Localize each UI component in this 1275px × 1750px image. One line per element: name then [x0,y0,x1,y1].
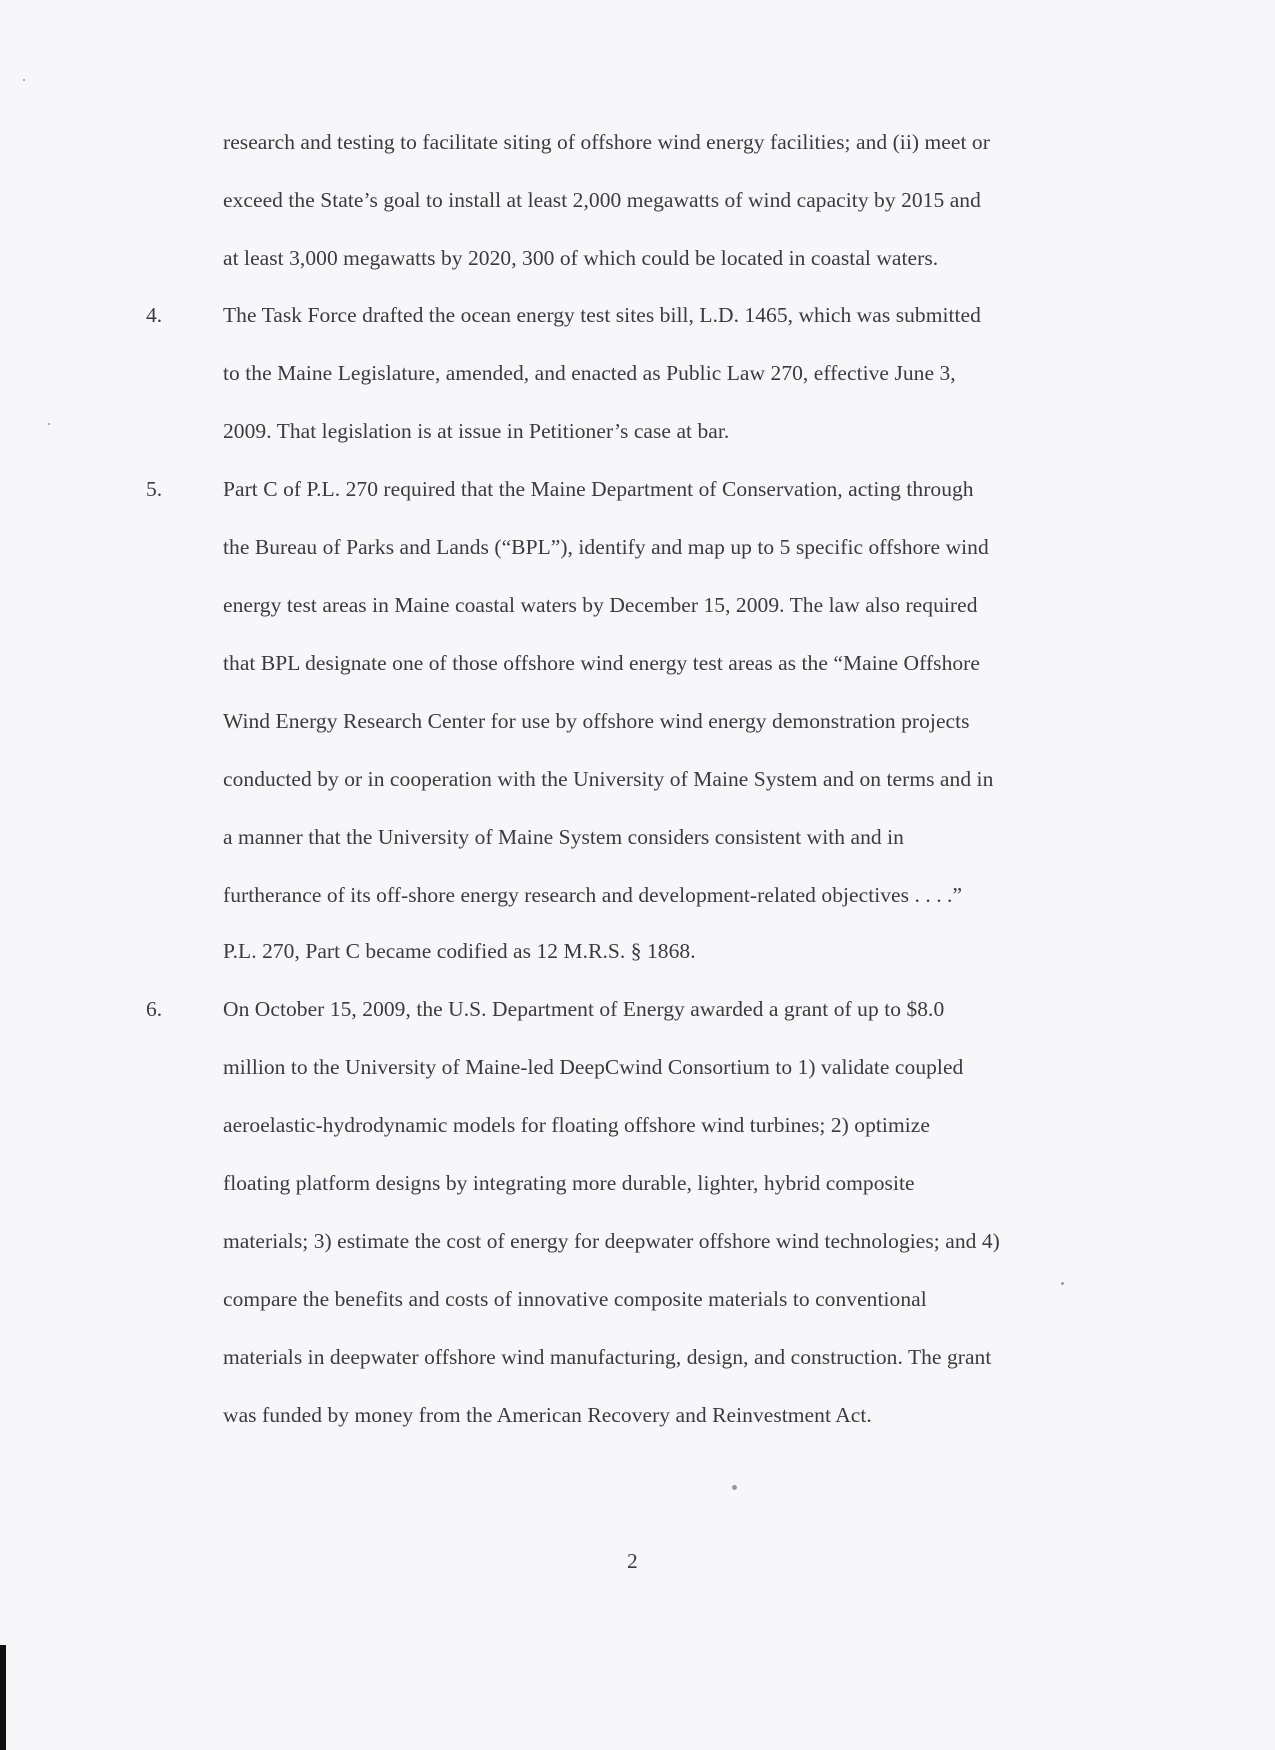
text-line: a manner that the University of Maine System considers consistent with and in [223,825,904,849]
text-line: research and testing to facilitate siting of offshore wind energy facilities; and (ii) meet or [223,130,990,154]
text-line: conducted by or in cooperation with the University of Maine System and on terms and in [223,767,994,791]
text-line: was funded by money from the American Recovery and Reinvestment Act. [223,1403,872,1427]
text-line: million to the University of Maine-led DeepCwind Consortium to 1) validate coupled [223,1055,964,1079]
scan-speck [1061,1282,1064,1285]
paragraph-number: 6. [146,997,163,1021]
page-number: 2 [627,1549,638,1573]
text-line: aeroelastic-hydrodynamic models for floating offshore wind turbines; 2) optimize [223,1113,930,1137]
text-line: floating platform designs by integrating more durable, lighter, hybrid composite [223,1171,915,1195]
text-line: the Bureau of Parks and Lands (“BPL”), identify and map up to 5 specific offshore wind [223,535,989,559]
scan-speck [48,423,50,425]
paragraph-number: 5. [146,477,163,501]
text-line: The Task Force drafted the ocean energy test sites bill, L.D. 1465, which was submitted [223,303,981,327]
text-line: exceed the State’s goal to install at least 2,000 megawatts of wind capacity by 2015 and [223,188,981,212]
text-line: materials; 3) estimate the cost of energy for deepwater offshore wind technologies; and 4) [223,1229,1000,1253]
text-line: furtherance of its off-shore energy research and development-related objectives . . . .” [223,883,963,907]
text-line: Part C of P.L. 270 required that the Maine Department of Conservation, acting through [223,477,974,501]
text-line: at least 3,000 megawatts by 2020, 300 of which could be located in coastal waters. [223,246,939,270]
paragraph-number: 4. [146,303,163,327]
text-line: to the Maine Legislature, amended, and enacted as Public Law 270, effective June 3, [223,361,956,385]
scan-speck [732,1485,737,1490]
text-line: P.L. 270, Part C became codified as 12 M.R.S. § 1868. [223,939,696,963]
text-line: 2009. That legislation is at issue in Petitioner’s case at bar. [223,419,730,443]
text-line: compare the benefits and costs of innovative composite materials to conventional [223,1287,927,1311]
scan-edge-mark [0,1645,6,1750]
text-line: Wind Energy Research Center for use by offshore wind energy demonstration projects [223,709,970,733]
scan-speck [23,79,25,81]
text-line: energy test areas in Maine coastal waters by December 15, 2009. The law also required [223,593,978,617]
text-line: that BPL designate one of those offshore wind energy test areas as the “Maine Offshore [223,651,980,675]
text-line: On October 15, 2009, the U.S. Department of Energy awarded a grant of up to $8.0 [223,997,945,1021]
text-line: materials in deepwater offshore wind manufacturing, design, and construction. The grant [223,1345,992,1369]
